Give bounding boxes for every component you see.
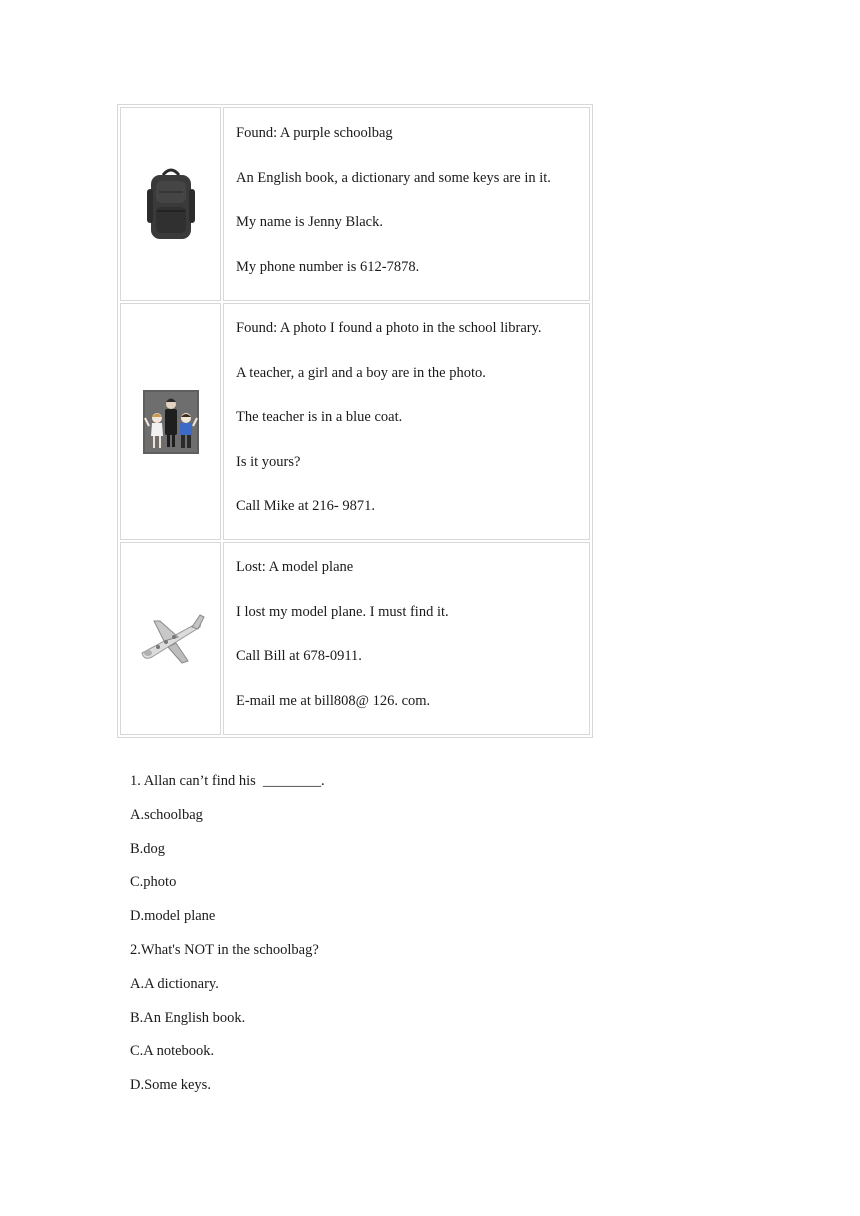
notice-heading: Found: A photo I found a photo in the school library.: [236, 320, 542, 336]
notice-image-cell: [120, 542, 221, 735]
questions-section: [130, 765, 325, 1103]
answer-option: A.schoolbag: [130, 806, 203, 823]
notice-text-cell: [223, 107, 590, 301]
answer-option: D.Some keys.: [130, 1077, 211, 1094]
question-stem: 1. Allan can’t find his ________.: [130, 773, 325, 789]
answer-option: C.A notebook.: [130, 1043, 215, 1060]
notice-text-cell: [223, 542, 590, 735]
notice-row-photo: [120, 303, 590, 540]
answer-option: D.model plane: [130, 908, 216, 925]
answer-option: C.photo: [130, 874, 177, 891]
answer-option: B.dog: [130, 840, 166, 857]
notice-table: [117, 104, 593, 738]
notice-image-cell: [120, 107, 221, 301]
notice-line: An English book, a dictionary and some keys are in it.: [236, 169, 551, 186]
backpack-picture: [143, 167, 199, 241]
notice-line: Is it yours?: [236, 453, 301, 470]
answer-option: A.A dictionary.: [130, 975, 219, 992]
notice-line: My phone number is 612-7878.: [236, 258, 420, 275]
notice-line: E-mail me at bill808@ 126. com.: [236, 692, 431, 709]
notice-image-cell: [120, 303, 221, 540]
notice-line: My name is Jenny Black.: [236, 214, 383, 230]
notice-row-schoolbag: [120, 107, 590, 301]
answer-option: B.An English book.: [130, 1009, 246, 1026]
notice-line: A teacher, a girl and a boy are in the photo.: [236, 364, 486, 381]
notice-row-model-plane: [120, 542, 590, 735]
notice-line: The teacher is in a blue coat.: [236, 409, 403, 425]
notice-line: Call Bill at 678-0911.: [236, 648, 362, 664]
notice-text-cell: [223, 303, 590, 540]
notice-heading: Found: A purple schoolbag: [236, 125, 393, 141]
model-plane-picture: [134, 611, 208, 667]
teacher-and-children-photo: [143, 390, 199, 454]
notice-line: I lost my model plane. I must find it.: [236, 603, 449, 620]
notice-heading: Lost: A model plane: [236, 559, 354, 575]
question-stem: 2.What's NOT in the schoolbag?: [130, 941, 319, 958]
notice-line: Call Mike at 216- 9871.: [236, 498, 375, 514]
